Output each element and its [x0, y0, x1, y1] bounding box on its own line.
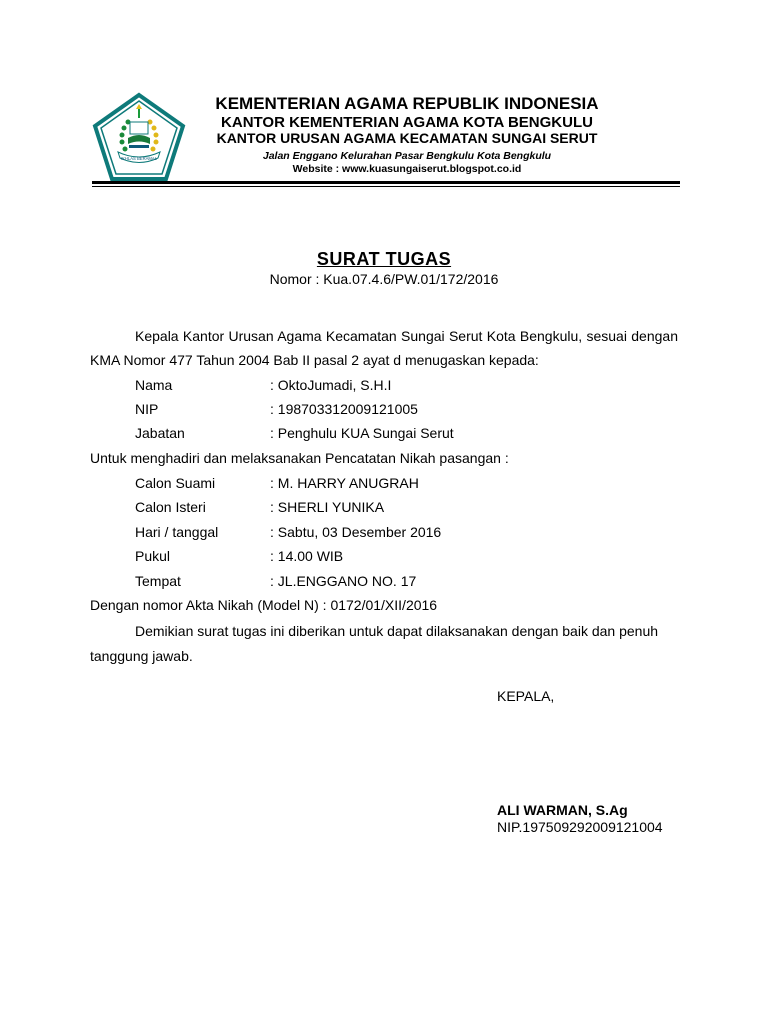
closing-line-2: tanggung jawab. — [90, 648, 193, 664]
purpose-line: Untuk menghadiri dan melaksanakan Pencatatan Nikah pasangan : — [90, 450, 509, 466]
officer-name-label: Nama — [135, 377, 173, 393]
place-value: : JL.ENGGANO NO. 17 — [270, 573, 417, 589]
office-website: Website : www.kuasungaiserut.blogspot.co.id — [292, 163, 522, 175]
office-address: Jalan Enggano Kelurahan Pasar Bengkulu Kota Bengkulu — [262, 150, 552, 162]
intro-line-1: Kepala Kantor Urusan Agama Kecamatan Sungai Serut Kota Bengkulu, sesuai dengan — [135, 328, 678, 344]
bride-label: Calon Isteri — [135, 499, 206, 515]
signature-title: KEPALA, — [497, 688, 555, 704]
time-label: Pukul — [135, 548, 171, 564]
ministry-logo — [92, 92, 186, 182]
groom-value: : M. HARRY ANUGRAH — [270, 475, 419, 491]
header-divider-thick — [92, 181, 680, 184]
place-label: Tempat — [135, 573, 181, 589]
closing-line-1: Demikian surat tugas ini diberikan untuk dapat dilaksanakan dengan baik dan penuh — [135, 623, 659, 639]
signatory-name: ALI WARMAN, S.Ag — [497, 802, 628, 818]
city-office-name: KANTOR KEMENTERIAN AGAMA KOTA BENGKULU — [221, 114, 593, 131]
bride-value: : SHERLI YUNIKA — [270, 499, 385, 515]
district-office-name: KANTOR URUSAN AGAMA KECAMATAN SUNGAI SERUT — [216, 130, 598, 146]
officer-position-label: Jabatan — [135, 425, 185, 441]
officer-position-value: : Penghulu KUA Sungai Serut — [270, 425, 454, 441]
letter-title: SURAT TUGAS — [316, 249, 452, 269]
logo-motto: IKHLAS BERAMAL — [120, 156, 158, 161]
date-label: Hari / tanggal — [135, 524, 219, 540]
officer-nip-value: : 198703312009121005 — [270, 401, 418, 417]
officer-name-value: : OktoJumadi, S.H.I — [270, 377, 392, 393]
groom-label: Calon Suami — [135, 475, 216, 491]
signatory-nip: NIP.197509292009121004 — [497, 819, 663, 835]
date-value: : Sabtu, 03 Desember 2016 — [270, 524, 442, 540]
officer-nip-label: NIP — [135, 401, 159, 417]
intro-line-2: KMA Nomor 477 Tahun 2004 Bab II pasal 2 ayat d menugaskan kepada: — [90, 352, 539, 368]
letter-number: Nomor : Kua.07.4.6/PW.01/172/2016 — [269, 271, 499, 287]
akta-number-line: Dengan nomor Akta Nikah (Model N) : 0172/01/XII/2016 — [90, 597, 438, 613]
header-divider-thin — [92, 186, 680, 187]
ministry-name: KEMENTERIAN AGAMA REPUBLIK INDONESIA — [215, 94, 599, 113]
time-value: : 14.00 WIB — [270, 548, 344, 564]
